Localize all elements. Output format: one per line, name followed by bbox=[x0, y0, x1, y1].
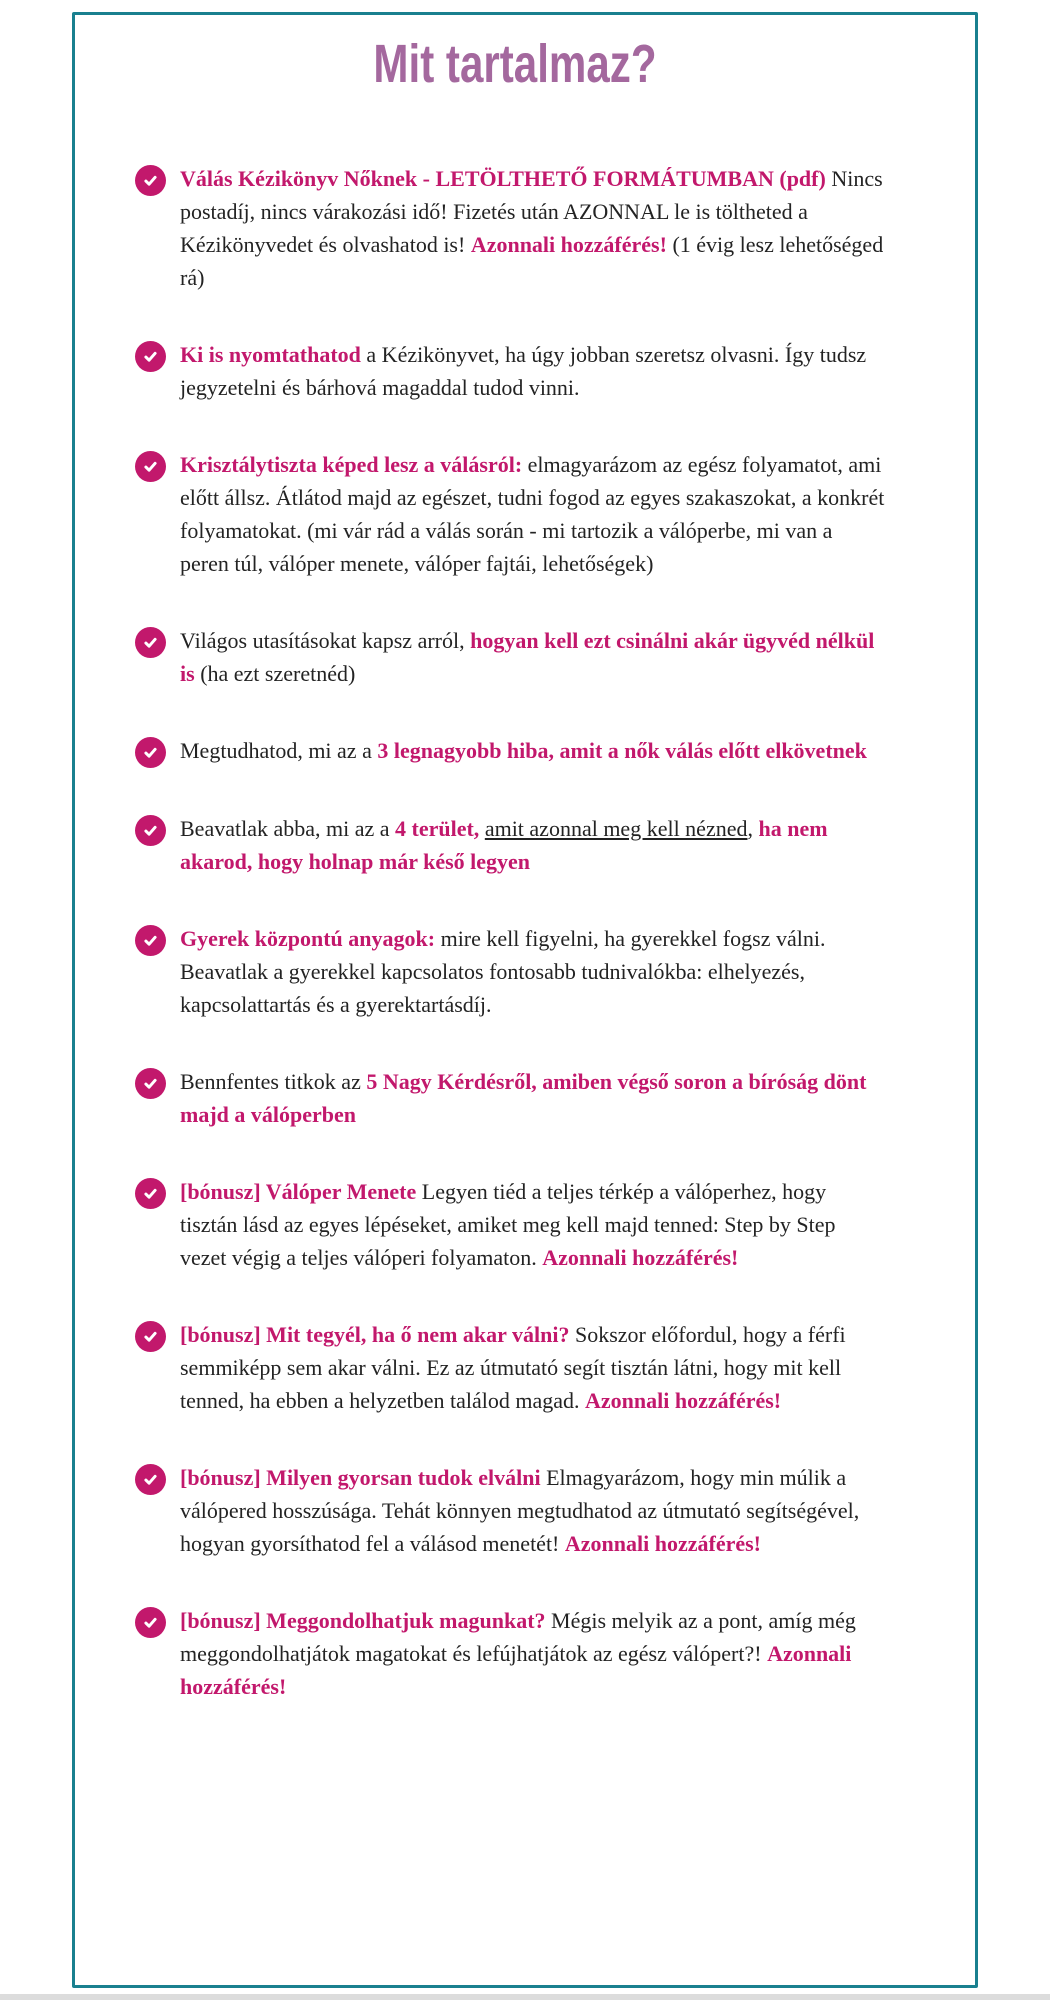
text-segment: Gyerek központú anyagok: bbox=[180, 926, 436, 952]
check-icon bbox=[135, 737, 166, 768]
check-icon bbox=[135, 451, 166, 482]
list-item bbox=[135, 162, 895, 294]
text-segment: ha nem akarod, hogy holnap már késő legyen bbox=[180, 816, 828, 875]
text-segment: Bennfentes titkok az bbox=[180, 1069, 367, 1095]
check-icon bbox=[135, 815, 166, 846]
check-icon bbox=[135, 165, 166, 196]
list-item-text bbox=[180, 1175, 885, 1274]
list-item-text bbox=[180, 338, 885, 404]
text-segment: Elmagyarázom, hogy min múlik a válópered hosszúsága. Tehát könnyen megtudhatod az útmutató segítségével, hogyan gyorsíthatod fel a válásod menetét! bbox=[180, 1465, 860, 1557]
text-segment: Krisztálytiszta képed lesz a válásról: bbox=[180, 452, 523, 478]
list-item bbox=[135, 922, 895, 1021]
check-icon bbox=[135, 1068, 166, 1099]
check-icon bbox=[135, 627, 166, 658]
check-icon bbox=[135, 1607, 166, 1638]
text-segment: Nincs postadíj, nincs várakozási idő! Fizetés után AZONNAL le is töltheted a Kézikönyvedet és olvashatod is! bbox=[180, 166, 883, 258]
list-item-text bbox=[180, 448, 885, 580]
list-item bbox=[135, 734, 895, 768]
list-item bbox=[135, 1065, 895, 1131]
list-item bbox=[135, 812, 895, 878]
text-segment: elmagyarázom az egész folyamatot, ami előtt állsz. Átlátod majd az egészet, tudni fogod az egyes szakaszokat, a konkrét folyamatokat. (mi vár rád a válás során - mi tartozik a válóperbe, mi van a peren túl, válóper menete, válóper fajtái, lehetőségek) bbox=[180, 452, 885, 577]
list-item bbox=[135, 1461, 895, 1560]
text-segment: Beavatlak abba, mi az a bbox=[180, 816, 396, 842]
page-title: Mit tartalmaz? bbox=[373, 34, 657, 94]
text-segment: mire kell figyelni, ha gyerekkel fogsz válni. Beavatlak a gyerekkel kapcsolatos fontosabb tudnivalókba: elhelyezés, kapcsolattartás és a gyerektartásdíj. bbox=[180, 926, 826, 1018]
text-segment: [bónusz] Milyen gyorsan tudok elválni bbox=[180, 1465, 541, 1491]
check-icon bbox=[135, 1464, 166, 1495]
text-segment: 5 Nagy Kérdésről, amiben végső soron a bíróság dönt majd a válóperben bbox=[180, 1069, 867, 1128]
list-item-text bbox=[180, 1604, 885, 1703]
list-item-text bbox=[180, 1065, 885, 1131]
next-section-edge bbox=[0, 1994, 1050, 2000]
text-segment: Legyen tiéd a teljes térkép a válóperhez, hogy tisztán lásd az egyes lépéseket, amiket meg kell majd tenned: Step by Step vezet végig a teljes válóperi folyamaton. bbox=[180, 1179, 836, 1271]
text-segment: Azonnali hozzáférés! bbox=[585, 1388, 782, 1414]
text-segment: Válás Kézikönyv Nőknek - LETÖLTHETŐ FORMÁTUMBAN (pdf) bbox=[180, 166, 826, 192]
list-item-text bbox=[180, 812, 885, 878]
text-segment: , bbox=[747, 816, 759, 842]
list-item-text bbox=[180, 1461, 885, 1560]
text-segment: Világos utasításokat kapsz arról, bbox=[180, 628, 471, 654]
text-segment: Azonnali hozzáférés! bbox=[180, 1641, 852, 1700]
text-segment: Azonnali hozzáférés! bbox=[470, 232, 667, 258]
list-item-text bbox=[180, 1318, 885, 1417]
text-segment: (ha ezt szeretnéd) bbox=[194, 661, 356, 687]
text-segment: amit azonnal meg kell nézned bbox=[484, 816, 748, 842]
text-segment: hogyan kell ezt csinálni akár ügyvéd nélkül is bbox=[180, 628, 875, 687]
text-segment: (1 évig lesz lehetőséged rá) bbox=[180, 232, 884, 291]
list-item-text bbox=[180, 734, 867, 767]
text-segment: Ki is nyomtathatod bbox=[180, 342, 361, 368]
list-item bbox=[135, 1604, 895, 1703]
features-list bbox=[135, 162, 895, 1703]
check-icon bbox=[135, 1178, 166, 1209]
check-icon bbox=[135, 341, 166, 372]
list-item-text bbox=[180, 922, 885, 1021]
text-segment: Megtudhatod, mi az a bbox=[180, 738, 378, 764]
text-segment: Azonnali hozzáférés! bbox=[542, 1245, 739, 1271]
list-item bbox=[135, 1318, 895, 1417]
content-card bbox=[72, 12, 978, 1988]
text-segment: Mégis melyik az a pont, amíg még meggondolhatjátok magatokat és lefújhatjátok az egész válópert?! bbox=[180, 1608, 856, 1667]
check-icon bbox=[135, 925, 166, 956]
text-segment: 4 terület, bbox=[395, 816, 485, 842]
list-item-text bbox=[180, 162, 885, 294]
text-segment: [bónusz] Válóper Menete bbox=[180, 1179, 417, 1205]
text-segment: [bónusz] Meggondolhatjuk magunkat? bbox=[180, 1608, 546, 1634]
text-segment: Azonnali hozzáférés! bbox=[564, 1531, 762, 1557]
list-item bbox=[135, 338, 895, 404]
list-item bbox=[135, 1175, 895, 1274]
text-segment: Sokszor előfordul, hogy a férfi semmiképp sem akar válni. Ez az útmutató segít tisztán látni, hogy mit kell tenned, ha ebben a helyzetben találod magad. bbox=[180, 1322, 846, 1414]
text-segment: a Kézikönyvet, ha úgy jobban szeretsz olvasni. Így tudsz jegyzetelni és bárhová magaddal tudod vinni. bbox=[180, 342, 867, 401]
list-item-text bbox=[180, 624, 885, 690]
list-item bbox=[135, 448, 895, 580]
text-segment: [bónusz] Mit tegyél, ha ő nem akar válni? bbox=[180, 1322, 570, 1348]
text-segment: 3 legnagyobb hiba, amit a nők válás előtt elkövetnek bbox=[377, 738, 867, 764]
list-item bbox=[135, 624, 895, 690]
check-icon bbox=[135, 1321, 166, 1352]
